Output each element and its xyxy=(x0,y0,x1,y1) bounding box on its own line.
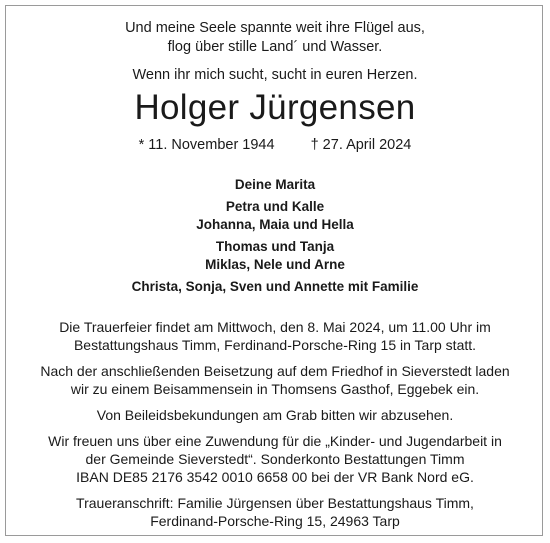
life-dates xyxy=(0,136,550,154)
family-list xyxy=(0,176,550,296)
text-line: Von Beileidsbekundungen am Grab bitten wir abzusehen. xyxy=(96,407,454,423)
text-line: wir zu einem Beisammensein in Thomsens Gasthof, Eggebek ein. xyxy=(70,381,480,397)
deceased-name: Holger Jürgensen xyxy=(134,88,416,127)
birth-date: * 11. November 1944 xyxy=(138,137,275,153)
text-line: Ferdinand-Porsche-Ring 15, 24963 Tarp xyxy=(150,513,400,529)
condolence-paragraph xyxy=(0,406,550,424)
poem-line: flog über stille Land´ und Wasser. xyxy=(167,39,383,55)
notice-text xyxy=(0,318,550,538)
text-line: Bestattungshaus Timm, Ferdinand-Porsche-Ring 15 in Tarp statt. xyxy=(73,337,477,353)
text-line: Die Trauerfeier findet am Mittwoch, den 8. Mai 2024, um 11.00 Uhr im xyxy=(59,319,491,335)
text-line: IBAN DE85 2176 3542 0010 6658 00 bei der VR Bank Nord eG. xyxy=(76,469,474,485)
poem xyxy=(0,19,550,85)
donation-paragraph xyxy=(0,432,550,486)
text-line: Wir freuen uns über eine Zuwendung für die „Kinder- und Jugendarbeit in xyxy=(48,433,502,449)
address-paragraph xyxy=(0,494,550,530)
family-line: Petra und Kalle xyxy=(225,199,325,214)
family-line: Miklas, Nele und Arne xyxy=(205,257,345,272)
text-line: Nach der anschließenden Beisetzung auf dem Friedhof in Sieverstedt laden xyxy=(40,363,510,379)
poem-line: Und meine Seele spannte weit ihre Flügel aus, xyxy=(125,20,425,36)
family-line: Deine Marita xyxy=(234,177,316,192)
family-line: Thomas und Tanja xyxy=(215,239,335,254)
family-line: Johanna, Maia und Hella xyxy=(196,217,354,232)
poem-line: Wenn ihr mich sucht, sucht in euren Herzen. xyxy=(132,67,418,83)
text-line: der Gemeinde Sieverstedt“. Sonderkonto Bestattungen Timm xyxy=(85,451,465,467)
ceremony-paragraph xyxy=(0,318,550,354)
family-line: Christa, Sonja, Sven und Annette mit Familie xyxy=(131,279,419,294)
burial-paragraph xyxy=(0,362,550,398)
death-date: † 27. April 2024 xyxy=(310,137,412,153)
text-line: Traueranschrift: Familie Jürgensen über Bestattungshaus Timm, xyxy=(76,495,474,511)
